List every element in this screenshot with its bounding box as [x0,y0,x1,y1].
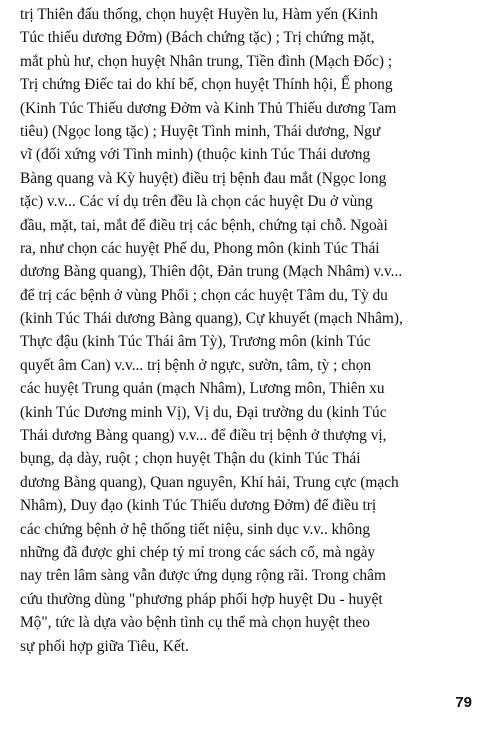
text-line: các chứng bệnh ở hệ thống tiết niệu, sinh dục v.v.. không [20,520,371,538]
text-line: vĩ (đối xứng với Tình minh) (thuộc kinh Túc Thái dương [20,146,371,164]
text-line: (kinh Túc Thái dương Bàng quang), Cự khuyết (mạch Nhâm), [20,310,403,328]
page-number: 79 [455,694,472,711]
text-line: Túc thiếu dương Đởm) (Bách chứng tặc) ; Trị chứng mặt, [20,29,375,47]
text-line: dương Bàng quang), Quan nguyên, Khí hải, Trung cực (mạch [20,473,399,491]
text-line: Bàng quang và Kỳ huyệt) điều trị bệnh đau mắt (Ngọc long [20,169,387,187]
text-line: ra, như chọn các huyệt Phế du, Phong môn (kinh Túc Thái [20,239,380,257]
text-line: tiêu) (Ngọc long tặc) ; Huyệt Tình minh, Thái dương, Ngư [20,122,381,140]
text-line: tặc) v.v... Các ví dụ trên đều là chọn các huyệt Du ở vùng [20,193,373,211]
text-line: sự phối hợp giữa Tiêu, Kết. [20,637,189,655]
text-line: các huyệt Trung quản (mạch Nhâm), Lương môn, Thiên xu [20,380,385,398]
text-line: những đã được ghi chép tỷ mỉ trong các sách cổ, mà ngày [20,543,376,561]
text-line: trị Thiên đấu thống, chọn huyệt Huyền lu, Hàm yến (Kinh [20,6,378,23]
text-line: Trị chứng Điếc tai do khí bế, chọn huyệt Thính hội, Ế phong [20,76,393,94]
text-line: đầu, mặt, tai, mắt để điều trị các bệnh, chứng tại chỗ. Ngoài [20,216,388,234]
text-line: (Kinh Túc Thiếu dương Đởm và Kinh Thủ Thiếu dương Tam [20,99,397,117]
text-line: Thực đậu (kinh Túc Thái âm Tỳ), Trương môn (kinh Túc [20,333,371,351]
text-line: Nhâm), Duy đạo (kinh Túc Thiếu dương Đởm) để điều trị [20,497,377,515]
body-text [20,3,480,658]
text-line: (kinh Túc Dương minh Vị), Vị du, Đại trường du (kinh Túc [20,403,387,421]
text-line: nay trên lâm sàng vẫn được ứng dụng rộng rãi. Trong châm [20,567,386,585]
text-line: quyết âm Can) v.v... trị bệnh ở ngực, sườn, tâm, tỳ ; chọn [20,356,372,374]
text-line: để trị các bệnh ở vùng Phổi ; chọn các huyệt Tâm du, Tỳ du [20,286,388,304]
text-line: dương Bàng quang), Thiên đột, Đản trung (Mạch Nhâm) v.v... [20,263,403,281]
text-line: cứu thường dùng "phương pháp phối hợp huyệt Du - huyệt [20,590,383,608]
text-line: Mộ", tức là dựa vào bệnh tình cụ thể mà chọn huyệt theo [20,614,370,632]
text-line: Thái dương Bàng quang) v.v... để điều trị bệnh ở thượng vị, [20,427,387,445]
text-line: bụng, dạ dày, ruột ; chọn huyệt Thận du (kinh Túc Thái [20,450,361,468]
text-line: mắt phù hư, chọn huyệt Nhân trung, Tiền đình (Mạch Đốc) ; [20,52,393,70]
